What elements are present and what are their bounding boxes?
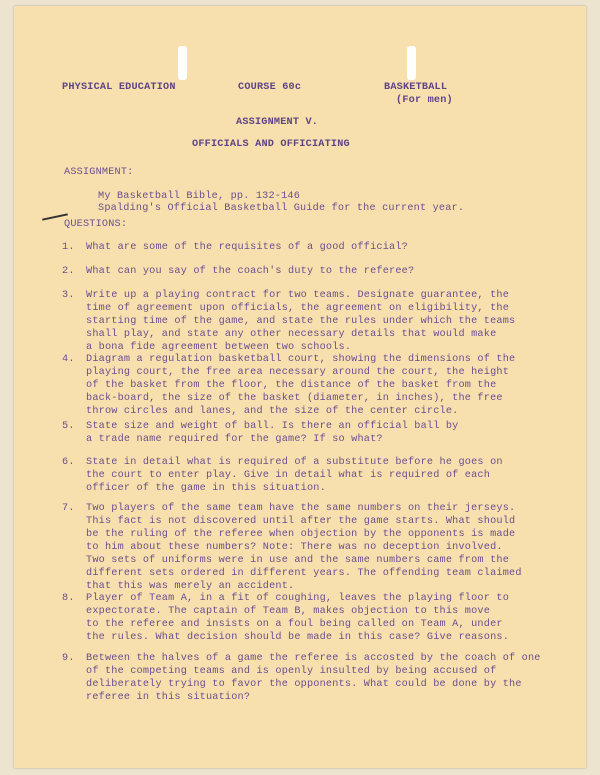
question-line: of the basket from the floor, the distance of the basket from the (86, 380, 497, 391)
question-line: the court to enter play. Give in detail what is required of each (86, 470, 491, 481)
question-text (86, 420, 459, 446)
question-number: 6. (62, 457, 75, 468)
question-line: that this was merely an accident. (86, 581, 295, 592)
header-sport-sub: (For men) (396, 95, 453, 106)
question-line: shall play, and state any other necessary details that would make (86, 329, 497, 340)
question-line: a bona fide agreement between two schools. (86, 342, 352, 353)
question-line: deliberately trying to favor the opponents. What could be done by the (86, 679, 522, 690)
question-text (86, 241, 408, 254)
punch-hole-right (407, 46, 416, 80)
question-line: What can you say of the coach's duty to the referee? (86, 266, 415, 277)
question-line: Between the halves of a game the referee is accosted by the coach of one (86, 653, 541, 664)
question-number: 8. (62, 593, 75, 604)
question-line: to him about these numbers? Note: There was no deception involved. (86, 542, 503, 553)
question-line: be the ruling of the referee when objection by the opponents is made (86, 529, 516, 540)
question-line: Write up a playing contract for two teams. Designate guarantee, the (86, 290, 510, 301)
document-page (14, 6, 586, 768)
question-line: Two players of the same team have the same numbers on their jerseys. (86, 503, 516, 514)
question-text (86, 289, 515, 354)
question-number: 9. (62, 653, 75, 664)
question-line: throw circles and lanes, and the size of the center circle. (86, 406, 459, 417)
question-line: back-board, the size of the basket (diameter, in inches), the free (86, 393, 503, 404)
question-number: 5. (62, 421, 75, 432)
question-line: State in detail what is required of a substitute before he goes on (86, 457, 503, 468)
question-text (86, 652, 541, 704)
question-line: time of agreement upon officials, the agreement on eligibility, the (86, 303, 510, 314)
question-line: What are some of the requisites of a good official? (86, 242, 408, 253)
question-number: 4. (62, 354, 75, 365)
header-sport: BASKETBALL (384, 82, 448, 93)
question-line: starting time of the game, and state the rules under which the teams (86, 316, 516, 327)
question-line: State size and weight of ball. Is there an official ball by (86, 421, 459, 432)
header-course: COURSE 60c (238, 82, 302, 93)
question-line: This fact is not discovered until after the game starts. What should (86, 516, 516, 527)
question-text (86, 353, 515, 418)
question-line: of the competing teams and is openly insulted by being accused of (86, 666, 497, 677)
punch-hole-left (178, 46, 187, 80)
question-number: 2. (62, 266, 75, 277)
question-line: Two sets of uniforms were in use and the same numbers came from the (86, 555, 510, 566)
question-line: Diagram a regulation basketball court, showing the dimensions of the (86, 354, 516, 365)
question-line: the rules. What decision should be made in this case? Give reasons. (86, 632, 510, 643)
question-line: expectorate. The captain of Team B, makes objection to this move (86, 606, 491, 617)
assignment-label: ASSIGNMENT: (64, 167, 134, 178)
question-line: officer of the game in this situation. (86, 483, 326, 494)
assignment-line-1: My Basketball Bible, pp. 132-146 (98, 191, 301, 202)
assignment-subtitle: OFFICIALS AND OFFICIATING (192, 139, 350, 150)
question-line: different sets ordered in different years. The offending team claimed (86, 568, 522, 579)
question-line: Player of Team A, in a fit of coughing, leaves the playing floor to (86, 593, 510, 604)
assignment-title: ASSIGNMENT V. (236, 117, 319, 128)
question-number: 3. (62, 290, 75, 301)
question-line: referee in this situation? (86, 692, 251, 703)
question-text (86, 592, 509, 644)
question-line: playing court, the free area necessary around the court, the height (86, 367, 510, 378)
assignment-line-2: Spalding's Official Basketball Guide for the current year. (98, 203, 465, 214)
question-number: 1. (62, 242, 75, 253)
question-line: to the referee and insists on a foul being called on Team A, under (86, 619, 503, 630)
header-department: PHYSICAL EDUCATION (62, 82, 176, 93)
question-line: a trade name required for the game? If so what? (86, 434, 383, 445)
question-number: 7. (62, 503, 75, 514)
questions-label: QUESTIONS: (64, 219, 128, 230)
question-text (86, 265, 414, 278)
question-text (86, 456, 503, 495)
question-text (86, 502, 522, 593)
